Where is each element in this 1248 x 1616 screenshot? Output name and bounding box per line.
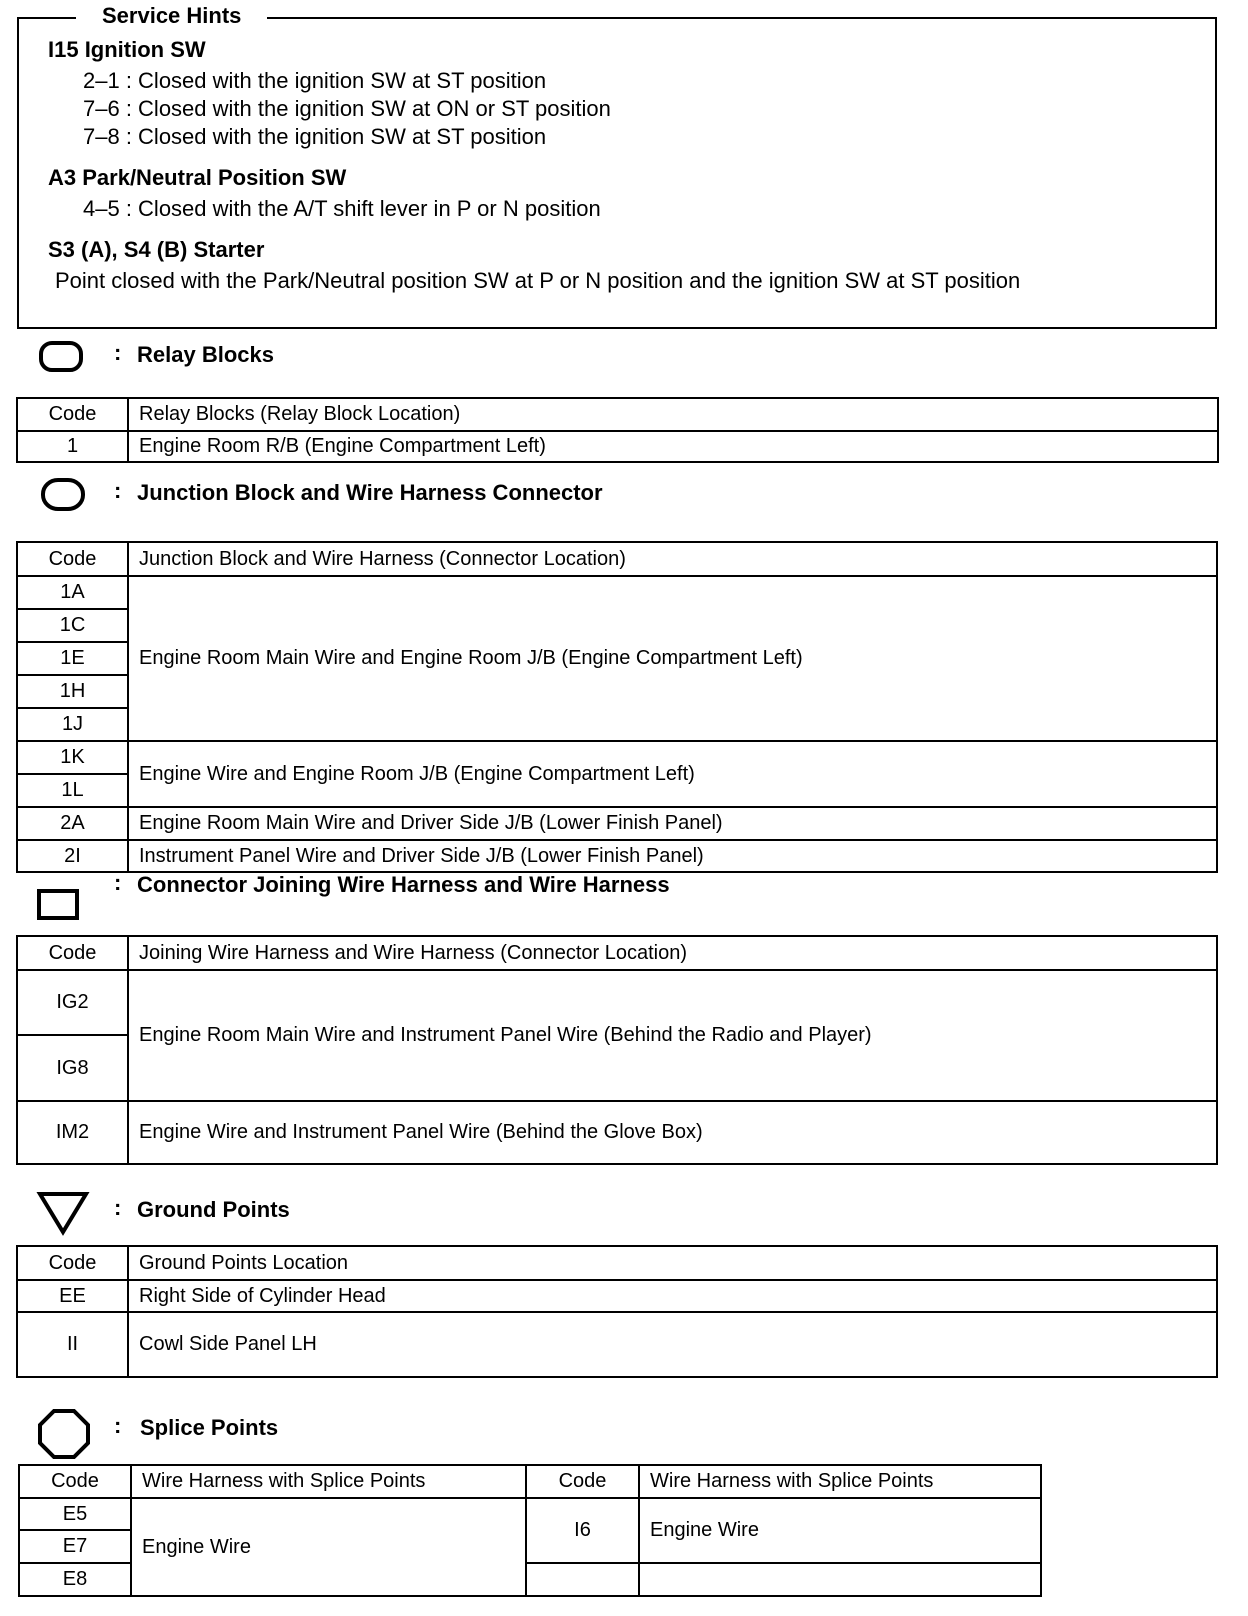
connector-joining-table	[16, 935, 1218, 1165]
code-cell: 2I	[17, 840, 128, 872]
desc-cell: Instrument Panel Wire and Driver Side J/B (Lower Finish Panel)	[128, 840, 1217, 872]
section-colon: :	[114, 478, 122, 503]
octagon-icon	[37, 1408, 91, 1460]
desc-header: Joining Wire Harness and Wire Harness (Connector Location)	[128, 936, 1217, 970]
table-row	[17, 1312, 1217, 1377]
table-row	[17, 1101, 1217, 1164]
splice-points-heading: Splice Points	[140, 1415, 279, 1440]
table-header-row	[17, 542, 1217, 576]
table-row	[17, 1280, 1217, 1312]
junction-block-heading: Junction Block and Wire Harness Connector	[137, 480, 603, 505]
empty-cell	[526, 1563, 639, 1596]
code-cell: 1C	[17, 609, 128, 642]
section-colon: :	[114, 1195, 122, 1220]
splice-points-table	[18, 1464, 1042, 1597]
table-header-row	[17, 1246, 1217, 1280]
table-row	[17, 840, 1217, 872]
desc-cell: Engine Wire	[131, 1498, 526, 1596]
table-row	[19, 1498, 1041, 1530]
desc-header: Ground Points Location	[128, 1246, 1217, 1280]
ground-points-heading: Ground Points	[137, 1197, 290, 1222]
table-row	[17, 970, 1217, 1035]
code-cell: EE	[17, 1280, 128, 1312]
section-colon: :	[114, 1413, 122, 1438]
table-row	[17, 807, 1217, 840]
code-cell: I6	[526, 1498, 639, 1563]
code-cell: E8	[19, 1563, 131, 1596]
code-cell: 2A	[17, 807, 128, 840]
desc-cell: Engine Room Main Wire and Instrument Panel Wire (Behind the Radio and Player)	[128, 970, 1217, 1101]
relay-blocks-table	[16, 397, 1219, 463]
code-header: Code	[17, 936, 128, 970]
code-cell: IG8	[17, 1035, 128, 1101]
code-cell: E7	[19, 1530, 131, 1563]
desc-cell: Engine Wire	[639, 1498, 1041, 1563]
code-cell: II	[17, 1312, 128, 1377]
junction-block-table	[16, 541, 1218, 873]
code-cell: IM2	[17, 1101, 128, 1164]
code-cell: 1H	[17, 675, 128, 708]
code-cell: 1J	[17, 708, 128, 741]
table-row	[17, 741, 1217, 774]
oval-icon	[40, 477, 88, 513]
hint-line: Point closed with the Park/Neutral position SW at P or N position and the ignition SW at ST position	[55, 268, 1021, 293]
ground-points-table	[16, 1245, 1218, 1378]
hint-heading-starter: S3 (A), S4 (B) Starter	[48, 237, 265, 262]
service-hints-title: Service Hints	[76, 3, 267, 29]
hint-line: 7–8 : Closed with the ignition SW at ST position	[83, 124, 547, 149]
connector-joining-heading: Connector Joining Wire Harness and Wire Harness	[137, 872, 670, 897]
desc-cell: Engine Room R/B (Engine Compartment Left)	[128, 431, 1218, 462]
code-cell: 1L	[17, 774, 128, 807]
code-header: Code	[17, 1246, 128, 1280]
desc-header: Wire Harness with Splice Points	[639, 1465, 1041, 1498]
desc-header: Wire Harness with Splice Points	[131, 1465, 526, 1498]
empty-cell	[639, 1563, 1041, 1596]
code-cell: 1E	[17, 642, 128, 675]
hint-heading-ignition-sw: I15 Ignition SW	[48, 37, 206, 62]
relay-blocks-heading: Relay Blocks	[137, 342, 274, 367]
code-cell: E5	[19, 1498, 131, 1530]
code-cell: 1	[17, 431, 128, 462]
desc-cell: Engine Wire and Engine Room J/B (Engine Compartment Left)	[128, 741, 1217, 807]
section-colon: :	[114, 870, 122, 895]
table-row	[17, 576, 1217, 609]
code-cell: 1K	[17, 741, 128, 774]
desc-cell: Cowl Side Panel LH	[128, 1312, 1217, 1377]
code-header: Code	[17, 398, 128, 431]
desc-cell: Engine Wire and Instrument Panel Wire (Behind the Glove Box)	[128, 1101, 1217, 1164]
hint-heading-park-neutral-sw: A3 Park/Neutral Position SW	[48, 165, 347, 190]
hint-line: 7–6 : Closed with the ignition SW at ON or ST position	[83, 96, 611, 121]
square-icon	[36, 888, 82, 922]
desc-cell: Right Side of Cylinder Head	[128, 1280, 1217, 1312]
section-colon: :	[114, 340, 122, 365]
code-header: Code	[19, 1465, 131, 1498]
code-header: Code	[17, 542, 128, 576]
hint-line: 4–5 : Closed with the A/T shift lever in P or N position	[83, 196, 601, 221]
desc-cell: Engine Room Main Wire and Engine Room J/B (Engine Compartment Left)	[128, 576, 1217, 741]
table-header-row	[19, 1465, 1041, 1498]
desc-header: Junction Block and Wire Harness (Connector Location)	[128, 542, 1217, 576]
code-cell: IG2	[17, 970, 128, 1035]
code-header: Code	[526, 1465, 639, 1498]
desc-cell: Engine Room Main Wire and Driver Side J/B (Lower Finish Panel)	[128, 807, 1217, 840]
table-header-row	[17, 936, 1217, 970]
hint-line: 2–1 : Closed with the ignition SW at ST position	[83, 68, 547, 93]
table-header-row	[17, 398, 1218, 431]
table-row	[17, 431, 1218, 462]
triangle-down-icon	[36, 1190, 90, 1236]
rounded-rectangle-icon	[38, 340, 86, 374]
code-cell: 1A	[17, 576, 128, 609]
desc-header: Relay Blocks (Relay Block Location)	[128, 398, 1218, 431]
